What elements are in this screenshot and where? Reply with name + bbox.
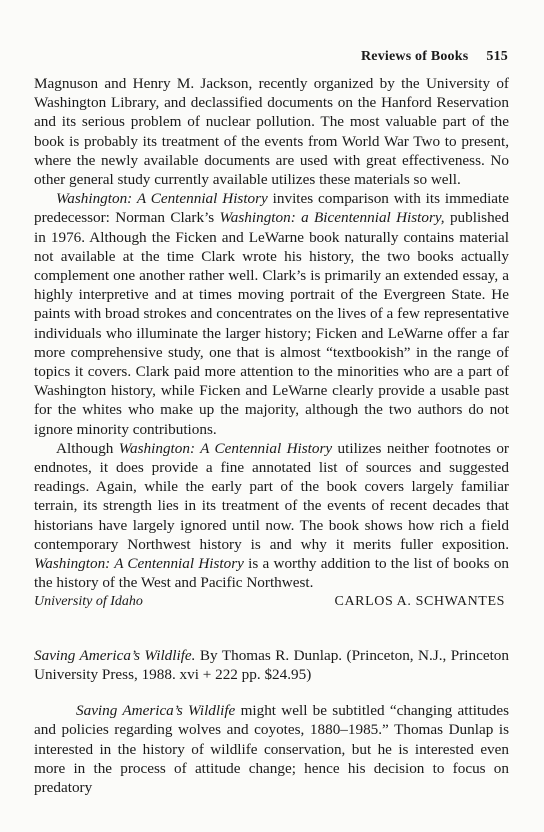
opening-text: might well be subtitled “changing attitudes and policies regarding wolves and coyotes, 1880–1985.” Thomas Dunlap is interested in the history of wildlife conservation, but he is interested even more in the process of attitude change; hence his decision to focus on predatory [34, 702, 509, 796]
paragraph-3-text-b: utilizes neither footnotes or endnotes, it does provide a fine annotated list of sources and suggested readings. Again, while the early part of the book covers largely familiar terrain, its strength lies in its treatment of the events of recent decades that historians have largely ignored until now. The book shows how rich a field contemporary Northwest history is and why it merits fuller exposition. [34, 439, 509, 553]
review-opening-paragraph [34, 701, 509, 797]
paragraph-3-text-c: is a worthy addition to the list of books on the history of the West and Pacific Northwest. [34, 555, 510, 592]
paragraph-2 [34, 189, 509, 439]
running-head-title: Reviews of Books [360, 49, 469, 64]
second-review [34, 646, 509, 797]
reviewer-affiliation: University of Idaho [34, 594, 143, 610]
book-title: Saving America’s Wildlife [76, 702, 236, 720]
reviewer-signature [34, 592, 509, 611]
paragraph-3-text-a: Although [56, 439, 119, 457]
paragraph-2-text-b: published in 1976. Although the Ficken and LeWarne book naturally contains material not available at the time Clark wrote his history, the two books actually complement one another rather well. Clark’s is primarily an extended essay, a highly interpretive and at times moving portrait of the Evergreen State. He paints with broad strokes and concentrates on the lives of a few representative individuals who illuminate the larger history; Ficken and LeWarne offer a far more comprehensive study, one that is almost “textbookish” in the range of topics it covers. Clark paid more attention to the minorities who are a part of Washington history, while Ficken and LeWarne clearly provide a usable past for the whites who make up the majority, although the two authors do not ignore minority contributions. [34, 209, 509, 438]
book-title: Washington: A Centennial History [118, 439, 333, 457]
book-title: Washington: A Centennial History [34, 555, 244, 573]
paragraph-3 [34, 439, 509, 593]
reviewer-name: CARLOS A. SCHWANTES [334, 594, 505, 610]
running-head [361, 49, 508, 65]
book-title: Washington: A Centennial History [56, 190, 268, 208]
book-title: Washington: a Bicentennial History, [219, 209, 445, 227]
book-title: Saving America’s Wildlife. [34, 646, 196, 664]
paragraph-1: Magnuson and Henry M. Jackson, recently organized by the University of Washington Library, and declassified documents on the Hanford Reservation and its serious problem of nuclear pollution. The most valuable part of the book is probably its treatment of the events from World War Two to present, where the newly available documents are used with great effectiveness. No other general study currently available utilizes these materials so well. [34, 75, 509, 189]
citation-text: By Thomas R. Dunlap. (Princeton, N.J., Princeton University Press, 1988. xvi + 222 pp. $24.95) [34, 646, 509, 683]
review-text [34, 74, 509, 797]
review-citation [34, 646, 509, 684]
page-number: 515 [486, 49, 508, 64]
paragraph-2-text-a: invites comparison with its immediate predecessor: Norman Clark’s [34, 190, 509, 227]
